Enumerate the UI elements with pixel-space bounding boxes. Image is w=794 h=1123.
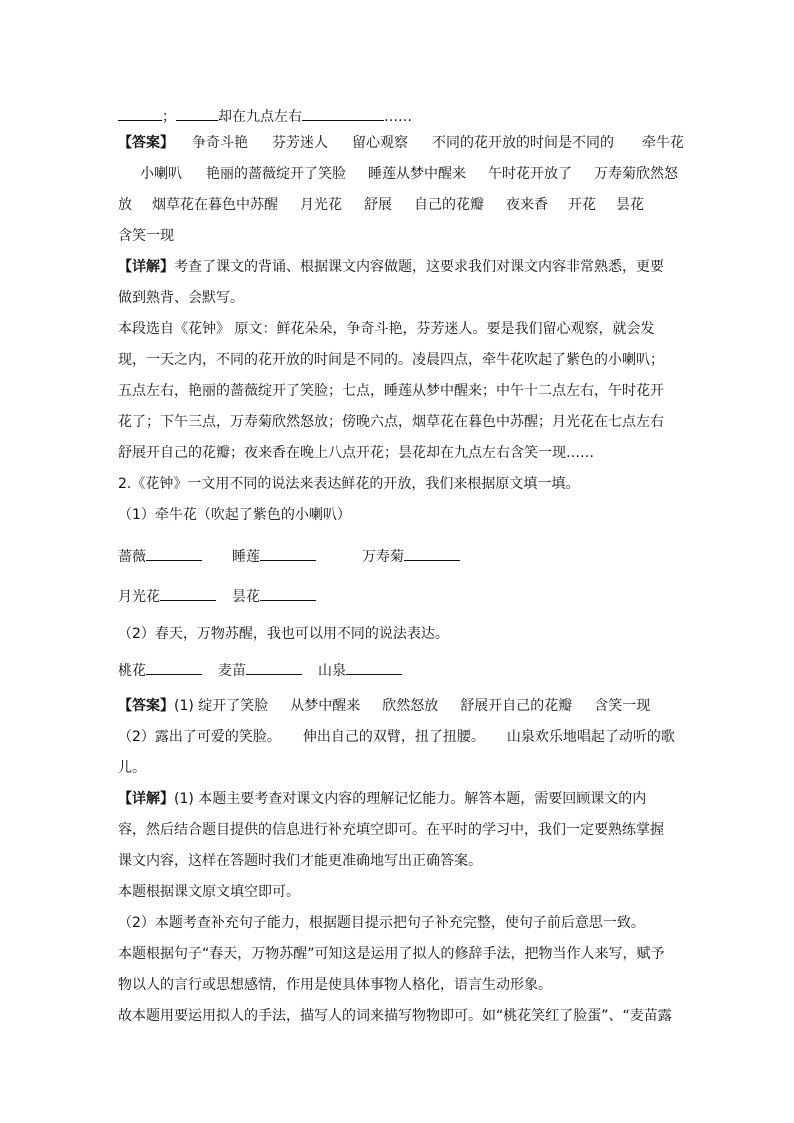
fill-label: 万寿菊 — [362, 549, 404, 565]
fill-label: 蔷薇 — [118, 549, 146, 565]
passage-line-3 — [118, 381, 678, 401]
fill-blank — [160, 585, 216, 601]
answer-line-6 — [118, 727, 678, 747]
question-2-part-1 — [118, 505, 678, 525]
detail-text: 考查了课文的背诵、根据课文内容做题，这要求我们对课文内容非常熟悉，更要 — [174, 259, 664, 275]
separator: ； — [162, 109, 176, 125]
passage-line-5 — [118, 443, 678, 463]
detail-line-1 — [118, 257, 678, 277]
answer-item: 欣然怒放 — [382, 698, 439, 714]
fill-row-2 — [118, 585, 678, 607]
detail-text: 容，然后结合题目提供的信息进行补充填空即可。在平时的学习中，我们一定要熟练掌握 — [118, 822, 664, 838]
answer-item: 舒展开自己的花瓣 — [460, 698, 573, 714]
answer-item: 不同的花开放的时间是不同的 — [432, 135, 614, 151]
question-2-part-2 — [118, 624, 678, 644]
detail-text: 做到熟背、会默写。 — [118, 290, 244, 306]
question-text: 2.《花钟》一文用不同的说法来表达鲜花的开放，我们来根据原文填一填。 — [118, 476, 580, 492]
answer-item: 午时花开放了 — [488, 166, 572, 182]
detail-line-3 — [118, 789, 678, 809]
blank-3 — [302, 105, 384, 121]
fill-blank — [260, 585, 316, 601]
fill-label: 麦苗 — [218, 663, 246, 679]
question-text: （2）春天，万物苏醒，我也可以用不同的说法表达。 — [118, 626, 449, 642]
answer-item: 夜来香 — [506, 197, 548, 213]
detail-text: 故本题用要运用拟人的手法，描写人的词来描写物物即可。如“桃花笑红了脸蛋”、“麦苗露 — [118, 1008, 672, 1024]
fill-blank — [346, 659, 402, 675]
detail-tag: 【详解】 — [118, 259, 174, 275]
answer-item: 开花 — [568, 197, 596, 213]
passage-text: 本段选自《花钟》 原文：鲜花朵朵，争奇斗艳，芬芳迷人。要是我们留心观察，就会发 — [118, 321, 655, 337]
answer-line-2 — [118, 164, 678, 184]
fill-label: 山泉 — [318, 663, 346, 679]
detail-line-6 — [118, 882, 678, 902]
passage-line-4 — [118, 412, 678, 432]
answer-item: 小喇叭 — [140, 166, 182, 182]
fill-label: 睡莲 — [232, 549, 260, 565]
answer-item: 从梦中醒来 — [290, 698, 361, 714]
detail-line-5 — [118, 851, 678, 871]
question-text: （1）牵牛花（吹起了紫色的小喇叭） — [118, 507, 351, 523]
answer-tag: 【答案】 — [118, 135, 174, 151]
answer-item: 儿。 — [118, 760, 146, 776]
answer-item: 山泉欢乐地唱起了动听的歌 — [506, 729, 675, 745]
fill-text: 却在九点左右 — [218, 109, 302, 125]
passage-line-1 — [118, 319, 678, 339]
ellipsis: …… — [384, 109, 412, 125]
passage-text: 五点左右，艳丽的蔷薇绽开了笑脸；七点，睡莲从梦中醒来；中午十二点左右，午时花开 — [118, 383, 664, 399]
passage-line-2 — [118, 350, 678, 370]
answer-item: 月光花 — [300, 197, 342, 213]
detail-text: 本题根据句子“春天，万物苏醒”可知这是运用了拟人的修辞手法，把物当作人来写，赋予 — [118, 946, 665, 962]
passage-text: 舒展开自己的花瓣；夜来香在晚上八点开花；昙花却在九点左右含笑一现…… — [118, 445, 594, 461]
detail-tag: 【详解】 — [118, 791, 174, 807]
detail-text: (1) 本题主要考查对课文内容的理解记忆能力。解答本题，需要回顾课文的内 — [174, 791, 647, 807]
answer-item: 争奇斗艳 — [192, 135, 248, 151]
answer-item: 伸出自己的双臂，扭了扭腰。 — [302, 729, 485, 745]
answer-item: 芬芳迷人 — [272, 135, 328, 151]
detail-text: 课文内容，这样在答题时我们才能更准确地写出正确答案。 — [118, 853, 482, 869]
detail-line-2 — [118, 288, 678, 308]
passage-text: 花了；下午三点，万寿菊欣然怒放；傍晚六点，烟草花在暮色中苏醒；月光花在七点左右 — [118, 414, 664, 430]
fill-blank — [246, 659, 302, 675]
fill-label: 桃花 — [118, 663, 146, 679]
answer-line-3 — [118, 195, 678, 215]
detail-text: 物以人的言行或思想感情，作用是使具体事物人格化，语言生动形象。 — [118, 977, 552, 993]
detail-line-10 — [118, 1006, 678, 1026]
blank-1 — [118, 105, 162, 121]
fill-row-1 — [118, 545, 678, 567]
answer-item: 含笑一现 — [594, 698, 651, 714]
fill-blank — [404, 545, 460, 561]
fill-line-top — [118, 105, 678, 127]
answer-item: 留心观察 — [352, 135, 408, 151]
answer-item: 烟草花在暮色中苏醒 — [152, 197, 278, 213]
answer-line-7 — [118, 758, 678, 778]
answer-item: 昙花 — [616, 197, 644, 213]
detail-line-9 — [118, 975, 678, 995]
answer-item: 万寿菊欣然怒 — [594, 166, 678, 182]
blank-2 — [176, 105, 218, 121]
answer-tag: 【答案】 — [118, 698, 174, 714]
answer-item: 牵牛花 — [642, 135, 684, 151]
answer-line-1 — [118, 133, 684, 153]
detail-text: （2）本题考查补充句子能力，根据题目提示把句子补充完整，使句子前后意思一致。 — [118, 915, 645, 931]
answer-item: 含笑一现 — [118, 228, 174, 244]
fill-blank — [146, 659, 202, 675]
answer-item: （2）露出了可爱的笑脸。 — [118, 729, 281, 745]
fill-blank — [146, 545, 202, 561]
fill-blank — [260, 545, 316, 561]
answer-item: 睡莲从梦中醒来 — [368, 166, 466, 182]
detail-text: 本题根据课文原文填空即可。 — [118, 884, 300, 900]
answer-item: 放 — [118, 197, 132, 213]
detail-line-8 — [118, 944, 678, 964]
answer-line-4 — [118, 226, 678, 246]
detail-line-7 — [118, 913, 678, 933]
fill-row-3 — [118, 659, 678, 681]
detail-line-4 — [118, 820, 678, 840]
answer-item: 自己的花瓣 — [414, 197, 484, 213]
answer-item: (1) 绽开了笑脸 — [174, 698, 269, 714]
passage-text: 现，一天之内，不同的花开放的时间是不同的。凌晨四点，牵牛花吹起了紫色的小喇叭； — [118, 352, 664, 368]
fill-label: 昙花 — [232, 589, 260, 605]
fill-label: 月光花 — [118, 589, 160, 605]
question-2 — [118, 474, 678, 494]
answer-line-5 — [118, 696, 678, 716]
answer-item: 舒展 — [364, 197, 392, 213]
answer-item: 艳丽的蔷薇绽开了笑脸 — [206, 166, 346, 182]
